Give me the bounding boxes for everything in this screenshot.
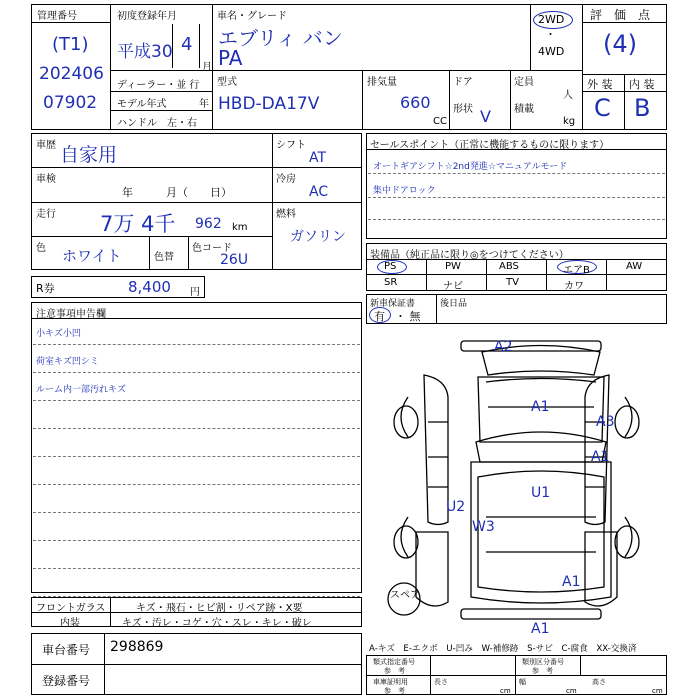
mileage-value: 7万 4千 (100, 212, 176, 236)
drive-4wd: 4WD (538, 45, 565, 58)
shape-label: 形状 (453, 104, 473, 115)
car-grade: PA (218, 46, 243, 70)
equip-aw: AW (626, 261, 643, 272)
note-1: 小キズ小凹 (36, 329, 81, 339)
score-label: 評 価 点 (590, 8, 651, 22)
damage-legend: A-キズ E-エクボ U-凹み W-補修跡 S-サビ C-腐食 XX-交換済 (369, 644, 637, 654)
damage-mark: A1 (531, 621, 550, 637)
cat-label: 類別区分番号 (522, 658, 564, 666)
car-diagram (366, 327, 667, 637)
note-2: 荷室キズ凹シミ (36, 357, 99, 367)
model-value: HBD-DA17V (218, 94, 320, 114)
shift-value: AT (309, 150, 327, 166)
score-ext: C (594, 94, 611, 122)
score-value: (4) (603, 30, 637, 58)
equip-sr: SR (384, 277, 398, 288)
damage-mark: A1 (531, 399, 550, 415)
inspection-value: 年 月（ 日） (122, 186, 232, 199)
dealer-label: ディーラー・並 行 (117, 80, 200, 91)
reg-month: 4 (181, 34, 193, 55)
car-name: エブリィ バン (218, 26, 343, 50)
reg-month-unit: 月 (202, 62, 212, 73)
height-unit: cm (652, 687, 663, 695)
equip-pw: PW (445, 261, 461, 272)
note-line (33, 512, 360, 513)
r-ticket-box (31, 276, 205, 298)
damage-mark: W3 (472, 519, 495, 535)
height-label: 高さ (592, 678, 606, 686)
type-ref: 参 考 (384, 667, 405, 675)
records-label: 後日品 (440, 299, 468, 309)
reg-label: 初度登録年月 (117, 11, 177, 22)
capacity-label: 定員 (514, 77, 534, 88)
note-line (33, 540, 360, 541)
mgmt-num1: 202406 (39, 64, 104, 84)
note-line (33, 400, 360, 401)
color-code: 26U (220, 252, 249, 268)
reg-era: 平成30 (117, 42, 173, 62)
shape-value: V (480, 107, 491, 126)
car-label: 車名・グレード (217, 11, 287, 22)
mileage-label: 走行 (36, 209, 56, 220)
registration-label: 登録番号 (42, 674, 91, 688)
history-label: 車歴 (36, 140, 56, 151)
equip-airbag: エアB (563, 265, 590, 276)
score-int-label: 内 装 (629, 78, 655, 91)
handle-label: ハンドル 左・右 (117, 118, 197, 129)
r-ticket-label: R券 (36, 282, 55, 295)
r-ticket-unit: 円 (190, 287, 200, 298)
ac-value: AC (309, 184, 329, 200)
mileage-sub: 962 (195, 216, 222, 232)
windshield-value: キズ・飛石・ヒビ割・リペア跡・X要 (136, 603, 303, 614)
damage-mark: U1 (531, 485, 551, 501)
drive-2wd: 2WD (538, 13, 565, 26)
cert-label: 車庫証明用 (373, 678, 408, 686)
damage-mark: A1 (562, 574, 581, 590)
cert-ref: 参 考 (384, 687, 405, 695)
mgmt-num2: 07902 (43, 93, 98, 113)
disp-label: 排気量 (367, 77, 397, 88)
length-label: 長さ (434, 678, 448, 686)
model-label: 型式 (217, 77, 237, 88)
mgmt-label: 管理番号 (37, 11, 77, 22)
color-label: 色 (36, 243, 46, 254)
damage-mark: A2 (494, 339, 513, 355)
load-label: 積載 (514, 104, 534, 115)
note-line (33, 372, 360, 373)
drive-dot: ・ (545, 28, 556, 41)
color-change-label: 色替 (154, 252, 174, 263)
shift-label: シフト (276, 140, 306, 151)
sales-point-1: オートギアシフト☆2nd発進☆マニュアルモード (373, 162, 568, 172)
doors-label: ドア (453, 77, 473, 88)
model-year-label: モデル年式 (117, 99, 167, 110)
equip-label: 装備品（純正品に限り◎をつけてください） (370, 250, 569, 261)
interior-label: 内装 (60, 618, 80, 629)
chassis-value: 298869 (110, 639, 164, 655)
equip-abs: ABS (499, 261, 519, 272)
history-value: 自家用 (60, 144, 118, 166)
note-line (33, 456, 360, 457)
inspection-label: 車検 (36, 174, 56, 185)
sales-label: セールスポイント（正常に機能するものに限ります） (370, 140, 610, 151)
r-ticket-value: 8,400 (128, 278, 171, 296)
width-label: 幅 (519, 678, 526, 686)
fuel-value: ガソリン (290, 229, 346, 245)
equip-navi: ナビ (443, 281, 463, 292)
cat-ref: 参 考 (532, 667, 553, 675)
mgmt-lane: (T1) (52, 34, 89, 55)
fuel-label: 燃料 (276, 209, 296, 220)
spare-label: スペア (390, 590, 420, 601)
score-ext-label: 外 装 (587, 78, 613, 91)
disp-value: 660 (400, 93, 431, 112)
damage-mark: A3 (596, 414, 615, 430)
interior-value: キズ・汚レ・コゲ・穴・スレ・キレ・破レ (122, 618, 312, 629)
windshield-label: フロントガラス (36, 603, 106, 614)
mileage-unit: km (232, 222, 248, 233)
type-label: 類式指定番号 (373, 658, 415, 666)
length-unit: cm (500, 687, 511, 695)
notes-label: 注意事項申告欄 (36, 309, 106, 320)
warranty-yes: 有 (374, 310, 385, 323)
damage-mark: A1 (591, 449, 610, 465)
color-code-label: 色コード (192, 243, 232, 254)
notes-box (31, 302, 362, 593)
disp-unit: CC (433, 116, 447, 127)
model-year-unit: 年 (199, 99, 209, 110)
equip-ps: PS (384, 261, 397, 272)
damage-mark: U2 (446, 499, 466, 515)
ac-label: 冷房 (276, 174, 296, 185)
chassis-label: 車台番号 (42, 643, 91, 657)
equip-tv: TV (506, 277, 519, 288)
color-value: ホワイト (62, 247, 122, 265)
note-line (33, 484, 360, 485)
note-line (33, 568, 360, 569)
capacity-unit: 人 (563, 90, 573, 101)
note-line (33, 344, 360, 345)
note-3: ルーム内一部汚れキズ (36, 385, 126, 395)
sales-point-2: 集中ドアロック (373, 186, 436, 196)
load-unit: kg (563, 116, 576, 127)
score-int: B (634, 94, 651, 122)
equip-leather: カワ (564, 281, 584, 292)
warranty-label: 新車保証書 (370, 299, 416, 309)
warranty-rest: ・ 無 (395, 310, 421, 323)
note-line (33, 428, 360, 429)
width-unit: cm (566, 687, 577, 695)
